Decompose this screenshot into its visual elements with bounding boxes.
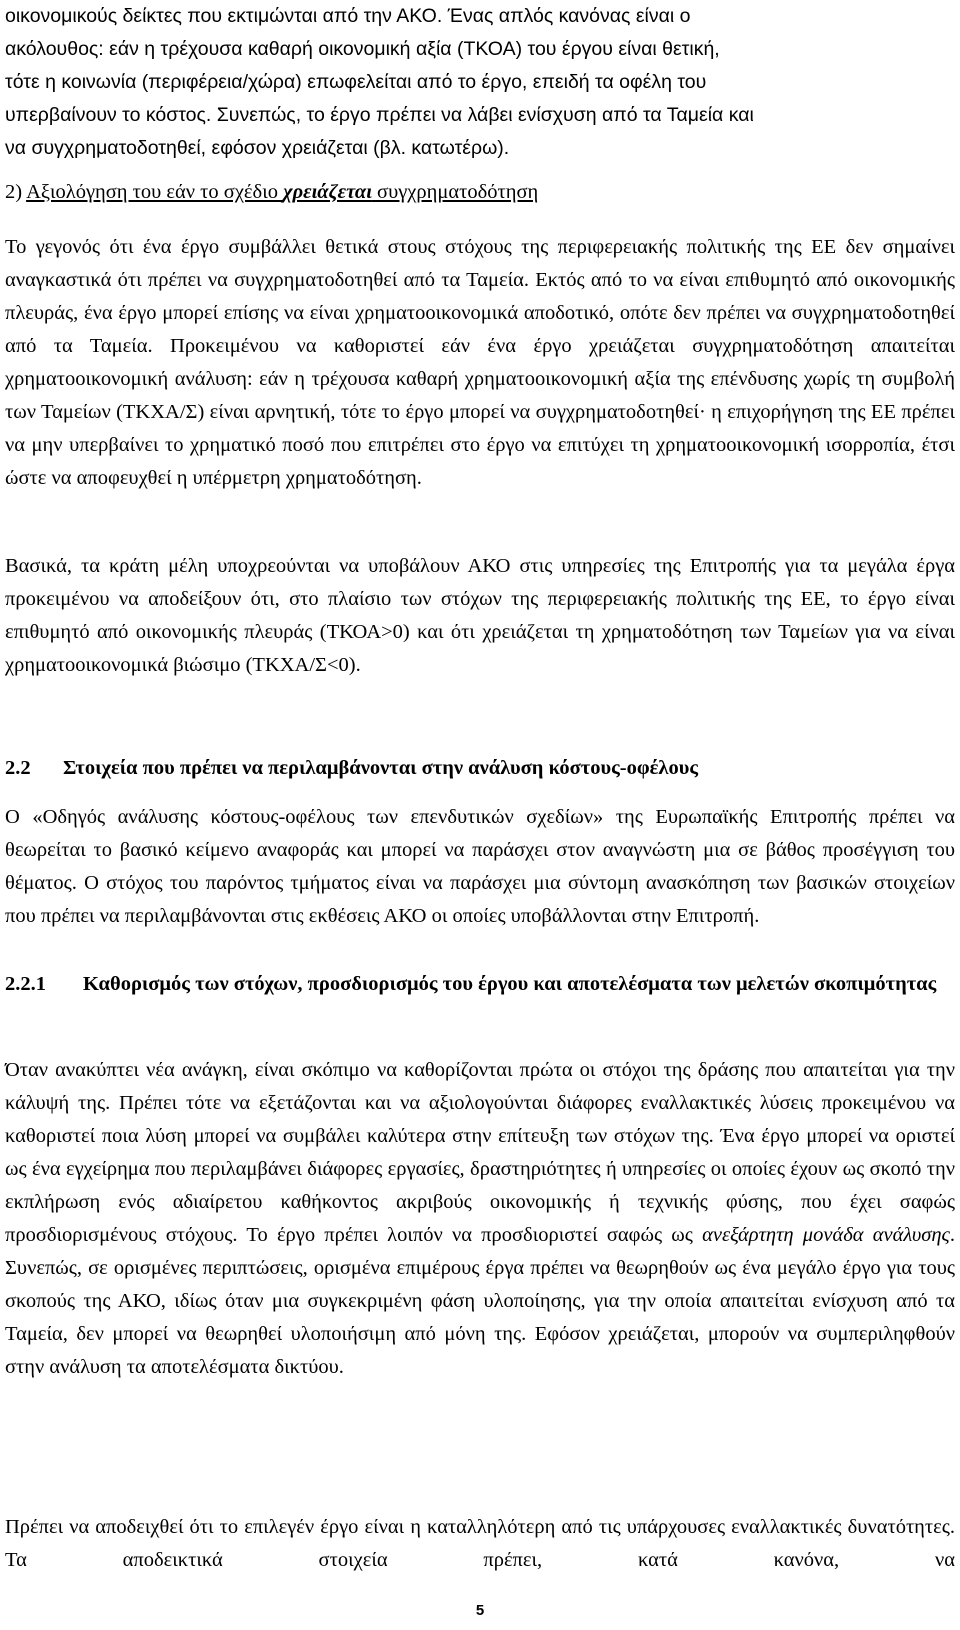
alternatives-paragraph: Πρέπει να αποδειχθεί ότι το επιλεγέν έργο είναι η καταλληλότερη από τις υπάρχουσες εναλλακτικές δυνατότητες. Τα αποδεικτικά στοιχεία πρέπει, κατά κανόνα, να [5, 1516, 955, 1571]
point-2-emphasis: χρειάζεται [283, 181, 372, 203]
section-2-2-title: Στοιχεία που πρέπει να περιλαμβάνονται στην ανάλυση κόστους-οφέλους [63, 757, 698, 779]
section-2-2-1-heading [5, 968, 955, 1034]
intro-paragraph [5, 0, 955, 165]
intro-line: τότε η κοινωνία (περιφέρεια/χώρα) επωφελείται από το έργο, επειδή τα οφέλη του [5, 71, 707, 93]
objectives-italic: ανεξάρτητη μονάδα ανάλυσης [702, 1224, 950, 1246]
guide-paragraph: Ο «Οδηγός ανάλυσης κόστους-οφέλους των επενδυτικών σχεδίων» της Ευρωπαϊκής Επιτροπής πρέπει να θεωρείται το βασικό κείμενο αναφοράς και μπορεί να παράσχει στον αναγνώστη μια σε βάθος προσέγγιση του θέματος. Ο στόχος του παρόντος τμήματος είναι να παράσχει μια σύντομη ανασκόπηση των βασικών στοιχείων που πρέπει να περιλαμβάνονται στις εκθέσεις ΑΚΟ οι οποίες υποβάλλονται στην Επιτροπή. [5, 806, 955, 927]
section-2-2-number: 2.2 [5, 757, 31, 779]
intro-line: να συγχρηματοδοτηθεί, εφόσον χρειάζεται (βλ. κατωτέρω). [5, 137, 510, 159]
section-2-2-1-title: Καθορισμός των στόχων, προσδιορισμός του έργου και αποτελέσματα των μελετών σκοπιμότητας [83, 973, 937, 995]
point-2-underlined-a: Αξιολόγηση του εάν το σχέδιο [26, 181, 284, 203]
intro-line: υπερβαίνουν το κόστος. Συνεπώς, το έργο πρέπει να λάβει ενίσχυση από τα Ταμεία και [5, 104, 754, 126]
point-2-underlined-b: συγχρηματοδότηση [371, 181, 539, 203]
intro-line: οικονομικούς δείκτες που εκτιμώνται από την ΑΚΟ. Ένας απλός κανόνας είναι ο [5, 5, 691, 27]
member-states-paragraph: Βασικά, τα κράτη μέλη υποχρεούνται να υποβάλουν ΑΚΟ στις υπηρεσίες της Επιτροπής για τα μεγάλα έργα προκειμένου να αποδείξουν ότι, στο πλαίσιο των στόχων της περιφερειακής πολιτικής της ΕΕ, το έργο είναι επιθυμητό από οικονομικής πλευράς (ΤΚΟΑ>0) και ότι χρειάζεται τη χρηματοδότηση των Ταμείων για να είναι χρηματοοικονομικά βιώσιμο (ΤΚΧΑ/Σ<0). [5, 555, 955, 676]
objectives-text-a: Όταν ανακύπτει νέα ανάγκη, είναι σκόπιμο να καθορίζονται πρώτα οι στόχοι της δράσης που απαιτείται για την κάλυψή της. Πρέπει τότε να εξετάζονται και να αξιολογούνται διάφορες εναλλακτικές λύσεις προκειμένου να καθοριστεί ποια λύση μπορεί να συμβάλει καλύτερα στην επίτευξη των στόχων της. Ένα έργο μπορεί να οριστεί ως ένα εγχείρημα που περιλαμβάνει διάφορες εργασίες, δραστηριότητες ή υπηρεσίες οι οποίες έχουν ως σκοπό την εκπλήρωση ενός αδιαίρετου καθήκοντος ακριβούς οικονομικής ή τεχνικής φύσης, που έχει σαφώς προσδιορισμένους στόχους. Το έργο πρέπει λοιπόν να προσδιοριστεί σαφώς ως [5, 1059, 955, 1246]
page-number: 5 [475, 1602, 485, 1619]
point-2-heading [5, 176, 955, 209]
point-2-prefix: 2) [5, 181, 27, 203]
funding-paragraph: Το γεγονός ότι ένα έργο συμβάλλει θετικά στους στόχους της περιφερειακής πολιτικής της ΕΕ δεν σημαίνει αναγκαστικά ότι πρέπει να συγχρηματοδοτηθεί από τα Ταμεία. Εκτός από το να είναι επιθυμητό από οικονομικής πλευράς, ένα έργο μπορεί επίσης να είναι χρηματοοικονομικά αποδοτικό, οπότε δεν πρέπει να συγχρηματοδοτηθεί από τα Ταμεία. Προκειμένου να καθοριστεί εάν ένα έργο χρειάζεται συγχρηματοδότηση απαιτείται χρηματοοικονομική ανάλυση: εάν η τρέχουσα καθαρή χρηματοοικονομική αξία της επένδυσης χωρίς τη συμβολή των Ταμείων (ΤΚΧΑ/Σ) είναι αρνητική, τότε το έργο μπορεί να συγχρηματοδοτηθεί· η επιχορήγηση της ΕΕ πρέπει να μην υπερβαίνει το χρηματικό ποσό που επιτρέπει στο έργο να επιτύχει τη χρηματοοικονομική ισορροπία, έτσι ώστε να αποφευχθεί η υπέρμετρη χρηματοδότηση. [5, 236, 955, 489]
objectives-paragraph [5, 1054, 955, 1384]
section-2-2-1-number: 2.2.1 [5, 973, 46, 995]
intro-line: ακόλουθος: εάν η τρέχουσα καθαρή οικονομική αξία (ΤΚΟΑ) του έργου είναι θετική, [5, 38, 720, 60]
objectives-text-b: . Συνεπώς, σε ορισμένες περιπτώσεις, ορισμένα επιμέρους έργα πρέπει να θεωρηθούν ως ένα μεγάλο έργο για τους σκοπούς της ΑΚΟ, ιδίως όταν μια συγκεκριμένη φάση υλοποίησης, για την οποία απαιτείται ενίσχυση από τα Ταμεία, δεν μπορεί να θεωρηθεί υλοποιήσιμη από μόνη της. Εφόσον χρειάζεται, μπορούν να συμπεριληφθούν στην ανάλυση τα αποτελέσματα δικτύου. [5, 1224, 955, 1378]
